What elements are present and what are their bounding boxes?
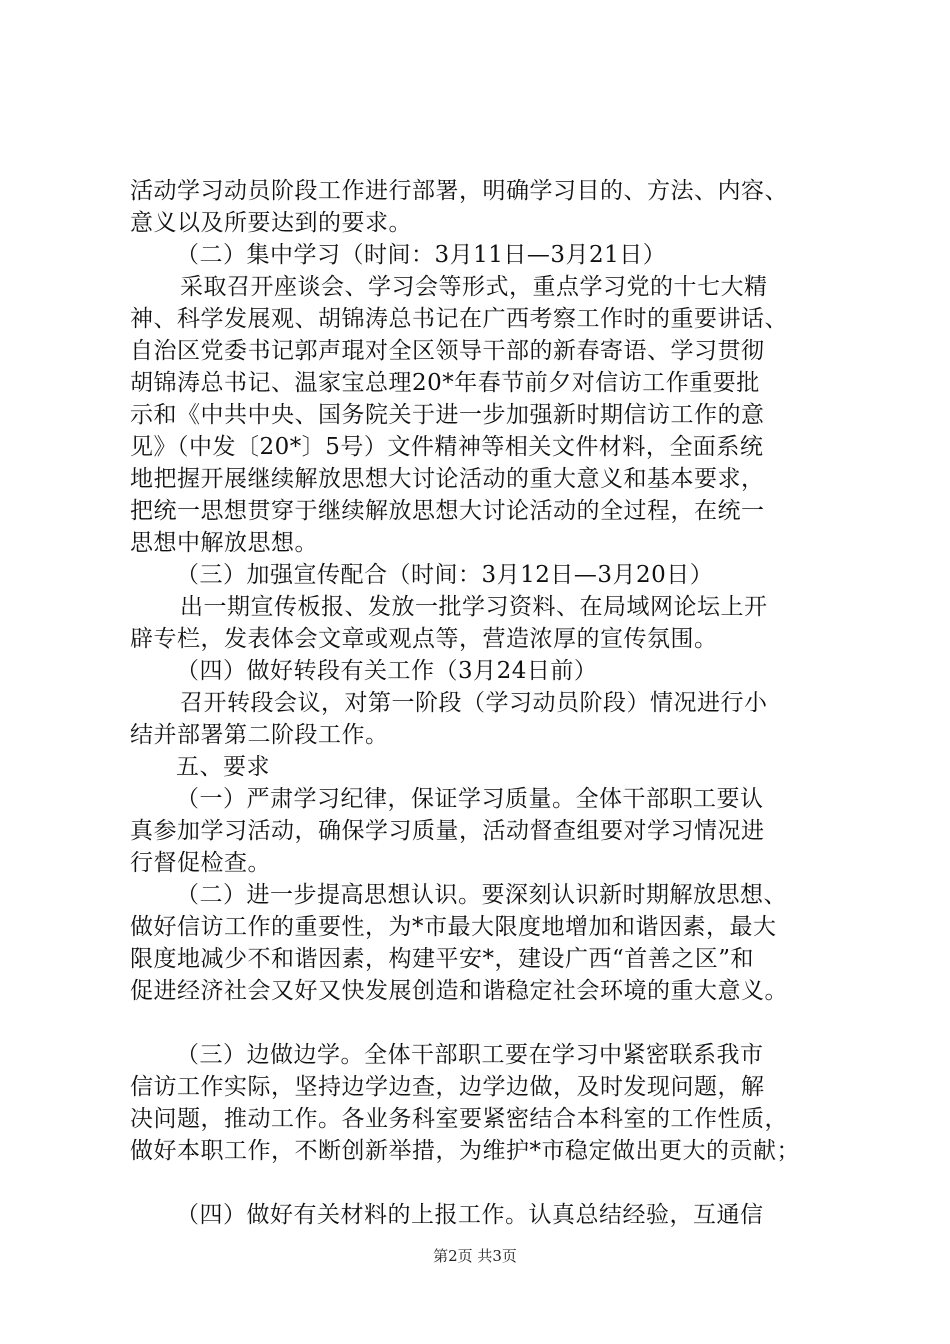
text-line: （四）做好有关材料的上报工作。认真总结经验，互通信 [176,1202,764,1228]
text-line: （二）进一步提高思想认识。要深刻认识新时期解放思想、 [176,882,787,908]
text-line: 示和《中共中央、国务院关于进一步加强新时期信访工作的意 [130,402,765,428]
text-line: 胡锦涛总书记、温家宝总理20*年春节前夕对信访工作重要批 [130,370,760,396]
text-line: 促进经济社会又好又快发展创造和谐稳定社会环境的重大意义。 [130,978,788,1004]
text-line: 采取召开座谈会、学习会等形式，重点学习党的十七大精 [180,274,768,300]
text-line: 思想中解放思想。 [130,530,318,556]
text-line: 做好本职工作，不断创新举措，为维护*市稳定做出更大的贡献； [130,1138,800,1164]
text-line: （三）边做边学。全体干部职工要在学习中紧密联系我市 [176,1042,764,1068]
text-line: 行督促检查。 [130,850,271,876]
text-line: 自治区党委书记郭声琨对全区领导干部的新春寄语、学习贯彻 [130,338,765,364]
page-footer [0,1246,950,1266]
section-heading: （四）做好转段有关工作（3月24日前） [176,658,598,684]
text-line: 决问题，推动工作。各业务科室要紧密结合本科室的工作性质， [130,1106,788,1132]
text-line: 见》（中发〔20*〕5号）文件精神等相关文件材料，全面系统 [130,434,764,460]
text-line: 召开转段会议，对第一阶段（学习动员阶段）情况进行小 [180,690,768,716]
text-line: 地把握开展继续解放思想大讨论活动的重大意义和基本要求， [130,466,765,492]
text-line: 结并部署第二阶段工作。 [130,722,389,748]
section-heading: （二）集中学习（时间：3月11日—3月21日） [176,242,667,268]
text-line: 活动学习动员阶段工作进行部署，明确学习目的、方法、内容、 [130,178,788,204]
page-number: 第2页 共3页 [433,1247,517,1265]
text-line: 信访工作实际，坚持边学边查，边学边做，及时发现问题，解 [130,1074,765,1100]
text-line: 意义以及所要达到的要求。 [130,210,412,236]
text-line: 做好信访工作的重要性，为*市最大限度地增加和谐因素，最大 [130,914,777,940]
text-line: 限度地减少不和谐因素，构建平安*，建设广西“首善之区”和 [130,946,755,972]
section-heading: （三）加强宣传配合（时间：3月12日—3月20日） [176,562,714,588]
text-line: 神、科学发展观、胡锦涛总书记在广西考察工作时的重要讲话、 [130,306,788,332]
text-line: 辟专栏，发表体会文章或观点等，营造浓厚的宣传氛围。 [130,626,718,652]
text-line: 把统一思想贯穿于继续解放思想大讨论活动的全过程，在统一 [130,498,765,524]
text-line: 真参加学习活动，确保学习质量，活动督查组要对学习情况进 [130,818,765,844]
text-line: （一）严肃学习纪律，保证学习质量。全体干部职工要认 [176,786,764,812]
section-heading: 五、要求 [176,754,270,780]
text-line: 出一期宣传板报、发放一批学习资料、在局域网论坛上开 [180,594,768,620]
